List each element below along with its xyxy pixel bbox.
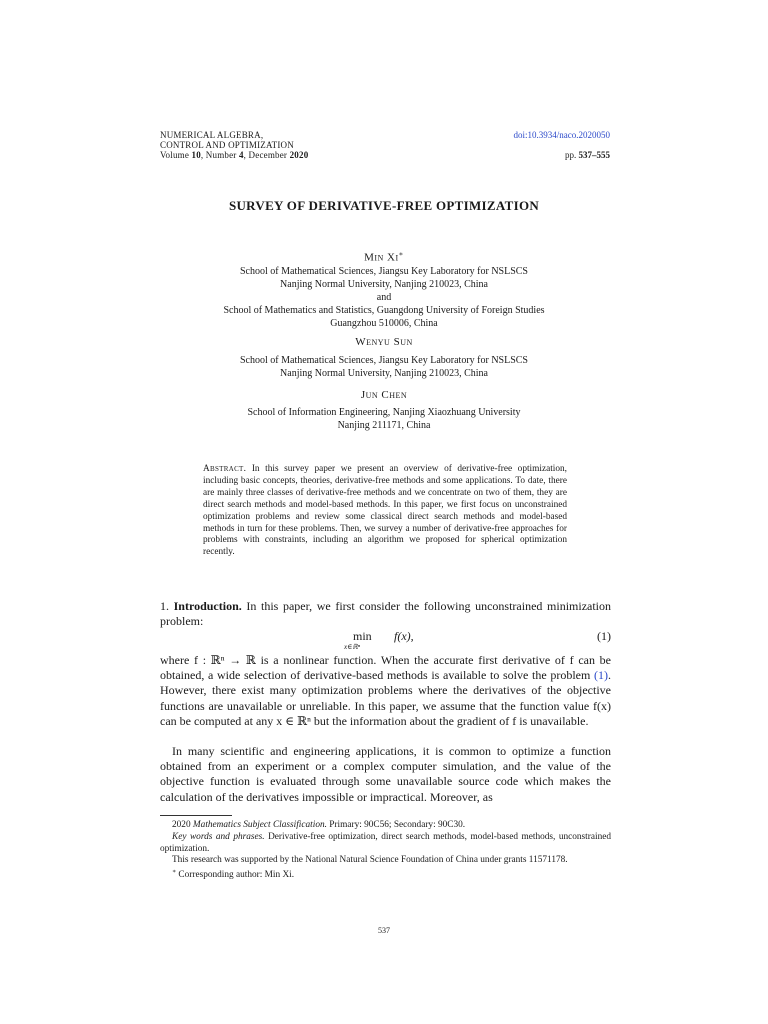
affiliation-line: Nanjing Normal University, Nanjing 210023, China bbox=[280, 279, 488, 290]
msc-label: Mathematics Subject Classification. bbox=[192, 820, 327, 830]
volume-number: 10 bbox=[191, 150, 201, 160]
abstract-text: In this survey paper we present an overview of derivative-free optimization, including basic concepts, theories, derivative-free methods and some applications. To date, there are mainly three classes of derivative-free methods and we concentrate on two of them, they are direct search methods and model-based methods. In this paper, we first focus on unconstrained optimization problems and review some classical direct search methods and model-based methods in turn for these problems. Then, we survey a number of derivative-free approaches for problems with constraints, including an algorithm we proposed for spherical optimization recently. bbox=[203, 464, 567, 558]
pages-prefix: pp. bbox=[565, 150, 579, 160]
affiliation-line: School of Mathematical Sciences, Jiangsu Key Laboratory for NSLSCS bbox=[240, 355, 528, 366]
author-1-name: Min Xi bbox=[364, 251, 399, 264]
affiliation-line: and bbox=[376, 292, 392, 303]
author-2-name: Wenyu Sun bbox=[355, 336, 413, 348]
pages-value: 537–555 bbox=[578, 150, 610, 160]
doi-link[interactable]: doi:10.3934/naco.2020050 bbox=[513, 130, 610, 140]
corresponding-marker: ∗ bbox=[398, 250, 404, 258]
issue-year: 2020 bbox=[289, 150, 309, 160]
affiliation-line: School of Information Engineering, Nanjing Xiaozhuang University bbox=[247, 407, 521, 418]
month-prefix: , December bbox=[243, 150, 290, 160]
footnote-funding: This research was supported by the National Natural Science Foundation of China under grants 11571178. bbox=[172, 855, 568, 866]
equation-operator: min bbox=[353, 629, 372, 643]
footnote-msc bbox=[160, 820, 611, 832]
msc-text: Primary: 90C56; Secondary: 90C30. bbox=[329, 820, 466, 830]
equation-label: (1) bbox=[597, 629, 611, 643]
affiliation-line: Guangzhou 510006, China bbox=[330, 318, 438, 329]
volume-prefix: Volume bbox=[160, 150, 192, 160]
journal-header bbox=[160, 130, 308, 160]
paragraph-text: . However, there exist many optimization problems where the derivatives of the objective functions are unavailable or unreliable. In this paper, we assume that the function value f(x) can be computed at any x ∈ ℝⁿ but the information about the gradient of f is unavailable. bbox=[160, 668, 611, 728]
paper-title: SURVEY OF DERIVATIVE-FREE OPTIMIZATION bbox=[228, 198, 540, 213]
number-prefix: , Number bbox=[200, 150, 239, 160]
volume-info bbox=[160, 150, 308, 160]
section-heading: Introduction. bbox=[173, 599, 242, 613]
issue-number: 4 bbox=[238, 150, 244, 160]
body-paragraph-1 bbox=[160, 653, 611, 729]
equation-expression: f(x), bbox=[394, 629, 414, 643]
msc-year: 2020 bbox=[172, 820, 191, 830]
section-number: 1. bbox=[160, 599, 169, 613]
corresponding-text: Corresponding author: Min Xi. bbox=[178, 870, 295, 881]
author-1-affiliation bbox=[0, 265, 768, 330]
footnote-keywords bbox=[160, 832, 611, 856]
body-paragraph-2: In many scientific and engineering applications, it is common to optimize a function obtained from an experiment or a complex computer simulation, and the value of the objective function is evaluated through some unavailable source code which makes the calculation of the derivatives impossible or impractical. Moreover, as bbox=[160, 744, 611, 804]
keywords-text: Derivative-free optimization, direct search methods, model-based methods, unconstrained optimization. bbox=[160, 831, 611, 854]
footnote-divider bbox=[160, 815, 232, 816]
footnotes bbox=[160, 820, 611, 882]
intro-text: In this paper, we first consider the following unconstrained minimization problem: bbox=[160, 599, 612, 629]
corresponding-marker: ∗ bbox=[172, 869, 177, 876]
affiliation-line: Nanjing Normal University, Nanjing 210023, China bbox=[280, 368, 488, 379]
footnote-corresponding bbox=[160, 867, 611, 882]
equation-subscript: x∈ℝⁿ bbox=[344, 643, 361, 651]
intro-paragraph bbox=[160, 599, 611, 629]
doi-header bbox=[514, 130, 611, 160]
abstract-label: Abstract. bbox=[203, 464, 247, 474]
affiliation-line: School of Mathematics and Statistics, Guangdong University of Foreign Studies bbox=[223, 305, 545, 316]
journal-name-line2: CONTROL AND OPTIMIZATION bbox=[160, 140, 294, 150]
keywords-label: Key words and phrases. bbox=[172, 831, 265, 842]
affiliation-line: Nanjing 211171, China bbox=[337, 420, 431, 431]
journal-name-line1: NUMERICAL ALGEBRA, bbox=[160, 130, 264, 140]
paragraph-text: where f : ℝⁿ → ℝ is a nonlinear function. When the accurate first derivative of f can be obtained, a wide selection of derivative-based methods is available to solve the problem bbox=[160, 653, 611, 683]
author-name bbox=[0, 250, 768, 264]
page-number: 537 bbox=[378, 926, 390, 935]
author-3-name: Jun Chen bbox=[360, 389, 408, 401]
equation-1 bbox=[160, 629, 611, 655]
equation-reference-link[interactable]: (1) bbox=[594, 668, 608, 683]
author-2-affiliation bbox=[0, 354, 768, 380]
affiliation-line: School of Mathematical Sciences, Jiangsu Key Laboratory for NSLSCS bbox=[240, 266, 528, 277]
abstract bbox=[203, 464, 567, 559]
page-range bbox=[514, 150, 611, 160]
author-3-affiliation bbox=[0, 406, 768, 432]
